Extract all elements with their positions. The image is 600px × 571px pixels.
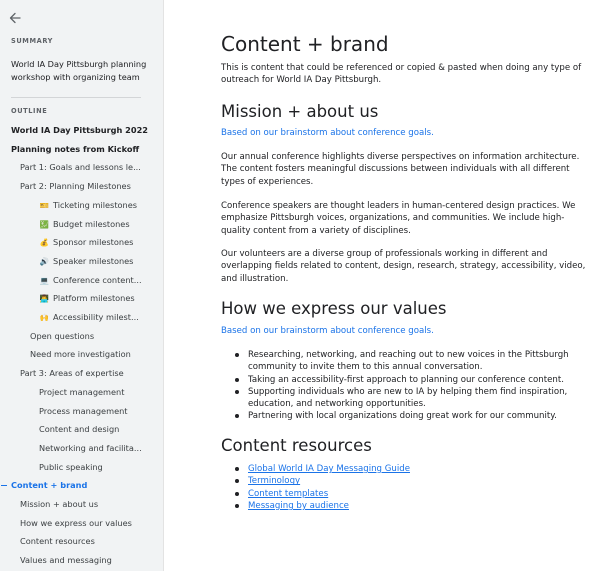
outline-item-platform-milestones[interactable]: [0, 289, 163, 307]
outline-item-conference-content[interactable]: [0, 271, 163, 289]
mission-paragraph-3: Our volunteers are a diverse group of professionals working in different and overlapping fields related to content, design, research, strategy, accessibility, video, and illustration.: [221, 249, 586, 284]
outline-item-project-management[interactable]: [0, 383, 163, 401]
outline-item-process-management[interactable]: [0, 402, 163, 420]
list-item: [221, 500, 410, 512]
outline-item-values-and-messaging[interactable]: [0, 551, 163, 569]
back-arrow-icon[interactable]: [6, 9, 24, 27]
list-item: Partnering with local organizations doing great work for our community.: [221, 410, 587, 422]
outline-item-label: Budget milestones: [53, 218, 130, 229]
resource-link-terminology[interactable]: Terminology: [248, 476, 301, 487]
outline-item-label: Planning notes from Kickoff: [11, 143, 140, 154]
resource-link-messaging-by-audience[interactable]: Messaging by audience: [248, 500, 349, 511]
summary-label: SUMMARY: [11, 37, 54, 45]
outline-emoji-icon: 🎫: [39, 200, 50, 210]
outline-emoji-icon: 🔊: [39, 256, 50, 266]
list-item: Taking an accessibility-first approach to planning our conference content.: [221, 374, 587, 386]
outline-item-sponsor-milestones[interactable]: [0, 233, 163, 251]
list-item: [221, 475, 410, 487]
outline-item-label: Mission + about us: [20, 499, 99, 509]
heading-values: How we express our values: [221, 299, 447, 318]
mission-paragraph-2: Conference speakers are thought leaders in human-centered design practices. We emphasize Pittsburgh voices, organizations, and communities. We include high-quality content from a variety of disciplines.: [221, 201, 576, 236]
outline-emoji-icon: 🙌: [39, 313, 50, 322]
outline-item-label: Part 2: Planning Milestones: [20, 181, 131, 192]
list-item: Supporting individuals who are new to IA by helping them find inspiration, education, and networking opportunities.: [221, 386, 587, 411]
outline-item-label: Need more investigation: [30, 349, 131, 360]
outline-item-part-3-areas-of-expertise[interactable]: [0, 364, 163, 382]
outline-item-label: Networking and facilita...: [39, 442, 142, 453]
outline-item-label: Platform milestones: [53, 293, 135, 304]
outline-item-part-1-goals-and-lessons-le[interactable]: [0, 158, 163, 176]
outline-item-budget-milestones[interactable]: [0, 215, 163, 233]
outline-item-public-speaking[interactable]: [0, 458, 163, 476]
sidebar-divider: [11, 97, 141, 98]
outline-item-label: Content and design: [39, 424, 120, 435]
outline-item-world-ia-day-pittsburgh-2022[interactable]: [0, 121, 163, 139]
outline-item-label: Public speaking: [39, 461, 103, 472]
mission-paragraph-1: Our annual conference highlights diverse perspectives on information architecture. The content fosters meaningful discussions between individuals with all different types of experiences.: [221, 152, 580, 187]
resource-link-content-templates[interactable]: Content templates: [248, 488, 329, 499]
outline-item-content-brand[interactable]: [0, 476, 163, 494]
outline-emoji-icon: 💹: [39, 219, 50, 229]
outline-item-label: Project management: [39, 386, 125, 397]
outline-item-label: Values and messaging: [20, 555, 112, 566]
summary-text[interactable]: World IA Day Pittsburgh planning workshop with organizing team: [11, 59, 147, 82]
outline-emoji-icon: 💰: [39, 238, 50, 248]
outline-item-need-more-investigation[interactable]: [0, 345, 163, 363]
resource-link-messaging-guide[interactable]: Global World IA Day Messaging Guide: [248, 464, 410, 474]
outline-item-label: Conference content...: [53, 274, 142, 285]
outline-emoji-icon: 💻: [39, 275, 50, 285]
outline-item-mission-about-us[interactable]: [0, 495, 163, 513]
heading-mission: Mission + about us: [221, 102, 379, 121]
outline-item-label: Content resources: [20, 536, 95, 547]
mission-brainstorm-link[interactable]: Based on our brainstorm about conference goals.: [221, 128, 434, 138]
outline-item-label: Part 1: Goals and lessons le...: [20, 162, 141, 173]
outline-item-content-and-design[interactable]: [0, 420, 163, 438]
outline-emoji-icon: 👨‍💻: [39, 294, 50, 304]
list-item: [221, 463, 410, 475]
heading-resources: Content resources: [221, 436, 372, 455]
intro-paragraph: This is content that could be referenced or copied & pasted when doing any type of outreach for World IA Day Pittsburgh.: [221, 63, 582, 86]
outline-item-label: How we express our values: [20, 517, 132, 528]
resources-list: [221, 463, 410, 512]
outline-item-label: World IA Day Pittsburgh 2022: [11, 125, 148, 135]
outline-item-label: Accessibility milest...: [53, 312, 139, 322]
outline-item-label: Ticketing milestones: [53, 199, 138, 210]
outline-item-speaker-milestones[interactable]: [0, 252, 163, 270]
page-title: Content + brand: [221, 32, 389, 56]
outline-item-label: Open questions: [30, 330, 95, 341]
outline-item-networking-and-facilita[interactable]: [0, 439, 163, 457]
list-item: Researching, networking, and reaching out to new voices in the Pittsburgh community to invite them to this annual conversation.: [221, 349, 587, 374]
outline-item-planning-notes-from-kickoff[interactable]: [0, 140, 163, 158]
outline-item-ticketing-milestones[interactable]: [0, 196, 163, 214]
active-indicator: [1, 485, 7, 486]
outline-item-part-2-planning-milestones[interactable]: [0, 177, 163, 195]
values-list: [221, 349, 587, 423]
outline-item-label: Sponsor milestones: [53, 237, 134, 248]
document-outline-panel: [0, 0, 164, 571]
outline-item-how-we-express-our-values[interactable]: [0, 514, 163, 532]
outline-item-open-questions[interactable]: [0, 327, 163, 345]
outline-item-label: Speaker milestones: [53, 255, 134, 266]
values-brainstorm-link[interactable]: Based on our brainstorm about conference goals.: [221, 326, 434, 336]
outline-item-label: Process management: [39, 405, 128, 416]
outline-item-label: Content + brand: [11, 480, 88, 491]
outline-item-label: Part 3: Areas of expertise: [20, 368, 124, 379]
outline-item-accessibility-milest[interactable]: [0, 308, 163, 326]
outline-label: OUTLINE: [11, 107, 48, 115]
list-item: [221, 488, 410, 500]
outline-item-content-resources[interactable]: [0, 532, 163, 550]
